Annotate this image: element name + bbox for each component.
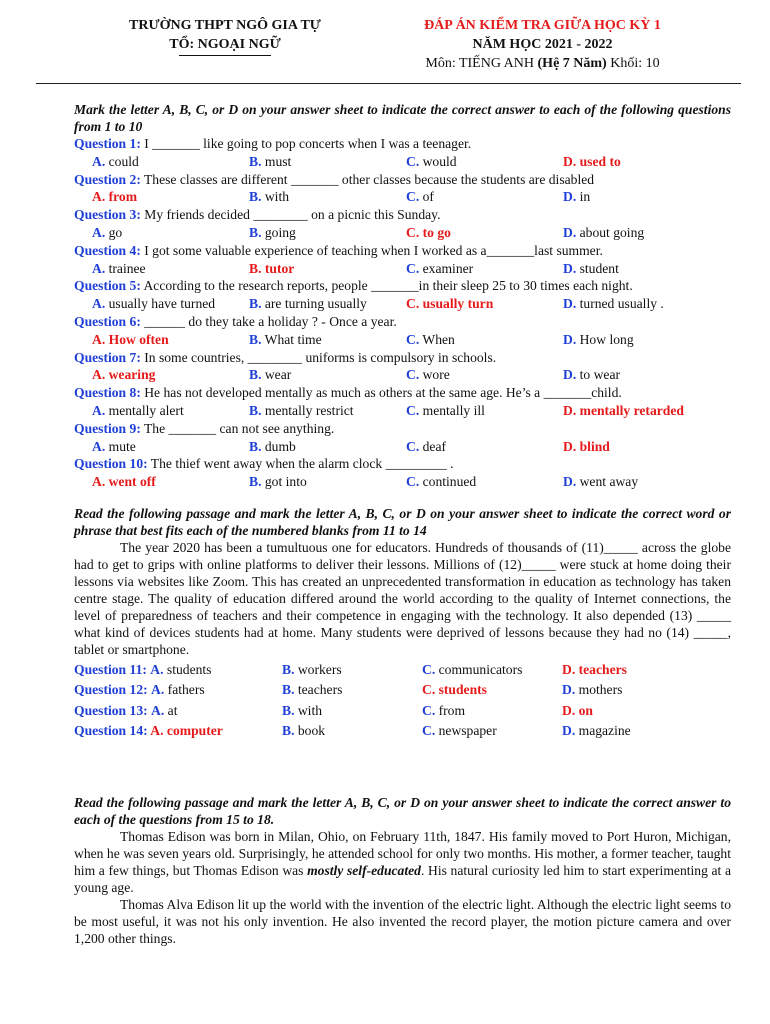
option-text: are turning usually [261, 296, 367, 312]
option-text: mentally restrict [261, 402, 354, 418]
option-letter: A. [92, 296, 106, 312]
option-text: communicators [435, 661, 523, 677]
question-line [74, 206, 731, 224]
option-letter: A. [92, 331, 106, 347]
option [92, 295, 249, 313]
correct-option [563, 153, 720, 171]
question-text: According to the research reports, people _______in their sleep 25 to 30 times each night. [140, 278, 633, 294]
option-letter: A. [150, 723, 164, 739]
header-underline [179, 55, 271, 56]
option-text: What time [261, 331, 322, 347]
option-text: computer [163, 723, 223, 739]
option-text: tutor [261, 260, 295, 276]
option-letter: D. [562, 723, 576, 739]
option-letter: B. [249, 331, 262, 347]
option-letter: D. [562, 682, 576, 698]
option-letter: A. [92, 438, 106, 454]
option-letter: C. [406, 296, 420, 312]
option-letter: D. [563, 367, 577, 383]
option [562, 680, 682, 701]
option-text: continued [419, 474, 477, 490]
option-letter: C. [406, 260, 420, 276]
option [249, 153, 406, 171]
option-letter: B. [249, 224, 262, 240]
option-letter: C. [406, 331, 420, 347]
option [406, 438, 563, 456]
question-text: The _______ can not see anything. [140, 420, 335, 436]
option [563, 260, 720, 278]
correct-option [92, 331, 249, 349]
question-text: I _______ like going to pop concerts when I was a teenager. [140, 136, 472, 151]
subject-line [390, 54, 695, 73]
option-text: teachers [575, 661, 627, 677]
option-letter: C. [406, 402, 420, 418]
option-letter: C. [406, 367, 420, 383]
correct-option [249, 260, 406, 278]
question-block [74, 313, 731, 349]
department-name: TỔ: NGOẠI NGỮ [169, 37, 281, 52]
correct-option [563, 438, 720, 456]
correct-option [92, 366, 249, 384]
option-row [74, 188, 731, 206]
option-letter: B. [249, 296, 262, 312]
option-text: students [435, 682, 487, 698]
option [406, 188, 563, 206]
option [249, 295, 406, 313]
option [563, 331, 720, 349]
option-text: got into [261, 474, 307, 490]
option-text: from [435, 702, 466, 718]
option-row [74, 260, 731, 278]
option-row [74, 366, 731, 384]
option-text: mentally alert [105, 402, 184, 418]
option-text: newspaper [435, 723, 497, 739]
option [563, 295, 720, 313]
option-letter: D. [563, 296, 577, 312]
option-text: student [576, 260, 619, 276]
option [563, 473, 720, 491]
option [563, 224, 720, 242]
option [282, 660, 422, 681]
question-block [74, 277, 731, 313]
option [249, 224, 406, 242]
question-line [74, 384, 731, 402]
question-line [74, 349, 731, 367]
option-letter: D. [563, 474, 577, 490]
school-name: TRƯỜNG THPT NGÔ GIA TỰ [129, 18, 321, 33]
option-row [74, 224, 731, 242]
option [282, 701, 422, 722]
question-number: Question 1: [74, 136, 141, 151]
option-text: wear [261, 367, 292, 383]
option-letter: B. [249, 189, 262, 205]
exam-title: ĐÁP ÁN KIỂM TRA GIỮA HỌC KỲ 1 [424, 18, 661, 33]
option-letter: C. [406, 153, 420, 169]
option-text: wearing [105, 367, 156, 383]
option-row [74, 473, 731, 491]
option [249, 188, 406, 206]
option-text: on [575, 702, 593, 718]
option-text: to go [419, 224, 451, 240]
option [74, 701, 282, 722]
option-row [74, 295, 731, 313]
question-block [74, 349, 731, 385]
option [92, 402, 249, 420]
option-text: mentally retarded [576, 402, 684, 418]
answer-content [74, 101, 731, 947]
option-row [74, 402, 731, 420]
option-row [74, 153, 731, 171]
question-number: Question 3: [74, 207, 141, 223]
option-letter: D. [563, 153, 577, 169]
question-number: Question 2: [74, 171, 141, 187]
option-letter: B. [249, 474, 262, 490]
section3-paragraph-1 [74, 828, 731, 896]
question-text: ______ do they take a holiday ? - Once a year. [140, 313, 397, 329]
option-text: of [419, 189, 434, 205]
option-letter: A. [151, 702, 165, 718]
section3-paragraph-2: Thomas Alva Edison lit up the world with the invention of the electric light. Although the electric light seems to be most useful, it was not his only invention. He also invented the record player, the motion picture camera and over 1,200 other things. [74, 896, 731, 946]
p1-before: Thomas Edison was born in Milan, Ohio, on February 11th, 1847. His family moved to Port Huron, Michigan, when he was seven years old. Surprisingly, he attended school for only two months. His mother, a former teacher, taught him a few things, but Thomas Edison was [74, 828, 731, 878]
correct-option [562, 660, 682, 681]
option-letter: D. [563, 402, 577, 418]
header-divider [36, 83, 741, 84]
question-number: Question 12: [74, 682, 148, 698]
option-text: How often [105, 331, 169, 347]
section2-instruction: Read the following passage and mark the letter A, B, C, or D on your answer sheet to indicate the correct word or phrase that best fits each of the numbered blanks from 11 to 14 [74, 505, 731, 538]
question-number: Question 10: [74, 456, 148, 472]
option-text: to wear [576, 367, 621, 383]
option-letter: A. [92, 402, 106, 418]
option-letter: B. [282, 702, 295, 718]
option-text: examiner [419, 260, 474, 276]
option-text: go [105, 224, 123, 240]
option-text: must [261, 153, 292, 169]
option-letter: C. [406, 189, 420, 205]
option [406, 473, 563, 491]
option-text: teachers [294, 682, 343, 698]
option-text: mentally ill [419, 402, 485, 418]
option [422, 721, 562, 742]
question-text: The thief went away when the alarm clock _________ . [147, 456, 454, 472]
option-letter: D. [563, 189, 577, 205]
option-text: went away [576, 474, 639, 490]
question-block [74, 171, 731, 207]
subject-prefix: Môn: TIẾNG ANH [425, 56, 538, 71]
option-letter: B. [249, 402, 262, 418]
option [406, 402, 563, 420]
p1-after: . His natural curiosity led him to start experimenting at a young age. [74, 862, 732, 895]
option [406, 260, 563, 278]
correct-option [406, 295, 563, 313]
option-letter: C. [422, 723, 436, 739]
option [282, 721, 422, 742]
option [74, 680, 282, 701]
section1-instruction: Mark the letter A, B, C, or D on your answer sheet to indicate the correct answer to each of the following questions from 1 to 10 [74, 102, 731, 134]
option [406, 331, 563, 349]
option [563, 188, 720, 206]
question-number: Question 14: [74, 723, 148, 739]
option [92, 153, 249, 171]
question-block [74, 206, 731, 242]
option-letter: C. [406, 224, 420, 240]
option-text: book [294, 723, 326, 739]
option-letter: D. [563, 438, 577, 454]
subject-grade: Khối: 10 [606, 56, 660, 71]
question-line [74, 242, 731, 260]
option-row [74, 438, 731, 456]
option [406, 153, 563, 171]
option-letter: A. [151, 682, 165, 698]
question-number: Question 8: [74, 385, 141, 401]
option-letter: A. [92, 260, 106, 276]
question-number: Question 5: [74, 278, 141, 294]
option-text: mothers [575, 682, 623, 698]
section1-question-list [74, 135, 731, 491]
option-letter: D. [563, 260, 577, 276]
option-text: usually turn [419, 296, 494, 312]
option-letter: B. [249, 153, 262, 169]
correct-option [74, 721, 282, 742]
option [282, 680, 422, 701]
p1-emphasis: mostly self-educated [307, 862, 421, 878]
option-text: How long [576, 331, 634, 347]
option-letter: D. [563, 224, 577, 240]
option-letter: B. [282, 723, 295, 739]
correct-option [562, 701, 682, 722]
option-letter: B. [249, 260, 262, 276]
subject-system: (Hệ 7 Năm) [537, 56, 607, 71]
question-text: In some countries, ________ uniforms is compulsory in schools. [140, 349, 497, 365]
question-text: These classes are different _______ other classes because the students are disabled [140, 171, 595, 187]
question-line [74, 135, 731, 153]
question-text: He has not developed mentally as much as others at the same age. He’s a _______child. [140, 385, 622, 401]
question-block [74, 455, 731, 491]
option [422, 701, 562, 722]
option-letter: A. [92, 153, 106, 169]
option [249, 366, 406, 384]
option-text: in [576, 189, 591, 205]
correct-option [406, 224, 563, 242]
option-text: with [294, 702, 323, 718]
option [406, 366, 563, 384]
correct-option [92, 188, 249, 206]
section2-answer-grid [74, 660, 731, 742]
question-number: Question 7: [74, 349, 141, 365]
option-text: about going [576, 224, 645, 240]
question-line [74, 171, 731, 189]
section2-passage: The year 2020 has been a tumultuous one for educators. Hundreds of thousands of (11)_____ across the globe had to get to grips with online platforms to deliver their lessons. Millions of (12)_____ were stuck at home doing their lessons via websites like Zoom. This has created an unprecedented transformation in education as technology has taken centre stage. The quality of education differed around the world according to the quality of Internet connections, the level of preparedness of teachers and their competence in engaging with the technology. It also depended (13) _____ what kind of devices students had at home. Many students were deprived of lessons because they had no (14) _____, tablet or smartphone. [74, 539, 731, 657]
option-text: going [261, 224, 296, 240]
option-text: with [261, 189, 290, 205]
option-letter: D. [563, 331, 577, 347]
option [249, 473, 406, 491]
option-letter: C. [406, 474, 420, 490]
question-line [74, 420, 731, 438]
option-text: went off [105, 474, 156, 490]
option-text: from [105, 189, 138, 205]
option-letter: C. [406, 438, 420, 454]
option [249, 402, 406, 420]
correct-option [422, 680, 562, 701]
option [563, 366, 720, 384]
option-letter: A. [150, 661, 164, 677]
question-block [74, 420, 731, 456]
question-text: My friends decided ________ on a picnic this Sunday. [140, 207, 441, 223]
option-text: mute [105, 438, 136, 454]
option-text: turned usually . [576, 296, 664, 312]
question-number: Question 11: [74, 661, 147, 677]
option-text: deaf [419, 438, 447, 454]
option-text: wore [419, 367, 450, 383]
option-text: students [163, 661, 212, 677]
option-text: dumb [261, 438, 296, 454]
question-block [74, 384, 731, 420]
correct-option [92, 473, 249, 491]
section3-instruction: Read the following passage and mark the letter A, B, C, or D on your answer sheet to indicate the correct answer to each of the questions from 15 to 18. [74, 794, 731, 827]
option [92, 224, 249, 242]
option [562, 721, 682, 742]
question-number: Question 13: [74, 702, 148, 718]
option-letter: D. [562, 702, 576, 718]
option [92, 260, 249, 278]
option-text: used to [576, 153, 621, 169]
option-text: magazine [575, 723, 631, 739]
option-text: would [419, 153, 457, 169]
question-block [74, 242, 731, 278]
option [422, 660, 562, 681]
option-letter: A. [92, 189, 106, 205]
option [74, 660, 282, 681]
option-letter: B. [282, 682, 295, 698]
question-line [74, 313, 731, 331]
option-letter: B. [282, 661, 295, 677]
option [249, 331, 406, 349]
school-year: NĂM HỌC 2021 - 2022 [472, 37, 613, 52]
question-number: Question 9: [74, 420, 141, 436]
option-text: could [105, 153, 139, 169]
option-text: trainee [105, 260, 146, 276]
option-letter: A. [92, 224, 106, 240]
option-letter: C. [422, 661, 436, 677]
option-letter: A. [92, 474, 106, 490]
option-text: fathers [164, 682, 205, 698]
option-letter: B. [249, 367, 262, 383]
option-letter: C. [422, 682, 436, 698]
option-letter: D. [562, 661, 576, 677]
question-number: Question 4: [74, 242, 141, 258]
option [92, 438, 249, 456]
option-letter: B. [249, 438, 262, 454]
option-text: at [164, 702, 178, 718]
option-letter: A. [92, 367, 106, 383]
question-line [74, 455, 731, 473]
option-text: blind [576, 438, 610, 454]
question-text: I got some valuable experience of teaching when I worked as a_______last summer. [140, 242, 603, 258]
question-line [74, 277, 731, 295]
option-letter: C. [422, 702, 436, 718]
option-text: usually have turned [105, 296, 216, 312]
option-row [74, 331, 731, 349]
header-exam-block [390, 16, 695, 73]
question-block [74, 135, 731, 171]
header-school-block [70, 16, 380, 56]
option-text: workers [294, 661, 342, 677]
option-text: When [419, 331, 455, 347]
correct-option [563, 402, 720, 420]
option [249, 438, 406, 456]
question-number: Question 6: [74, 313, 141, 329]
